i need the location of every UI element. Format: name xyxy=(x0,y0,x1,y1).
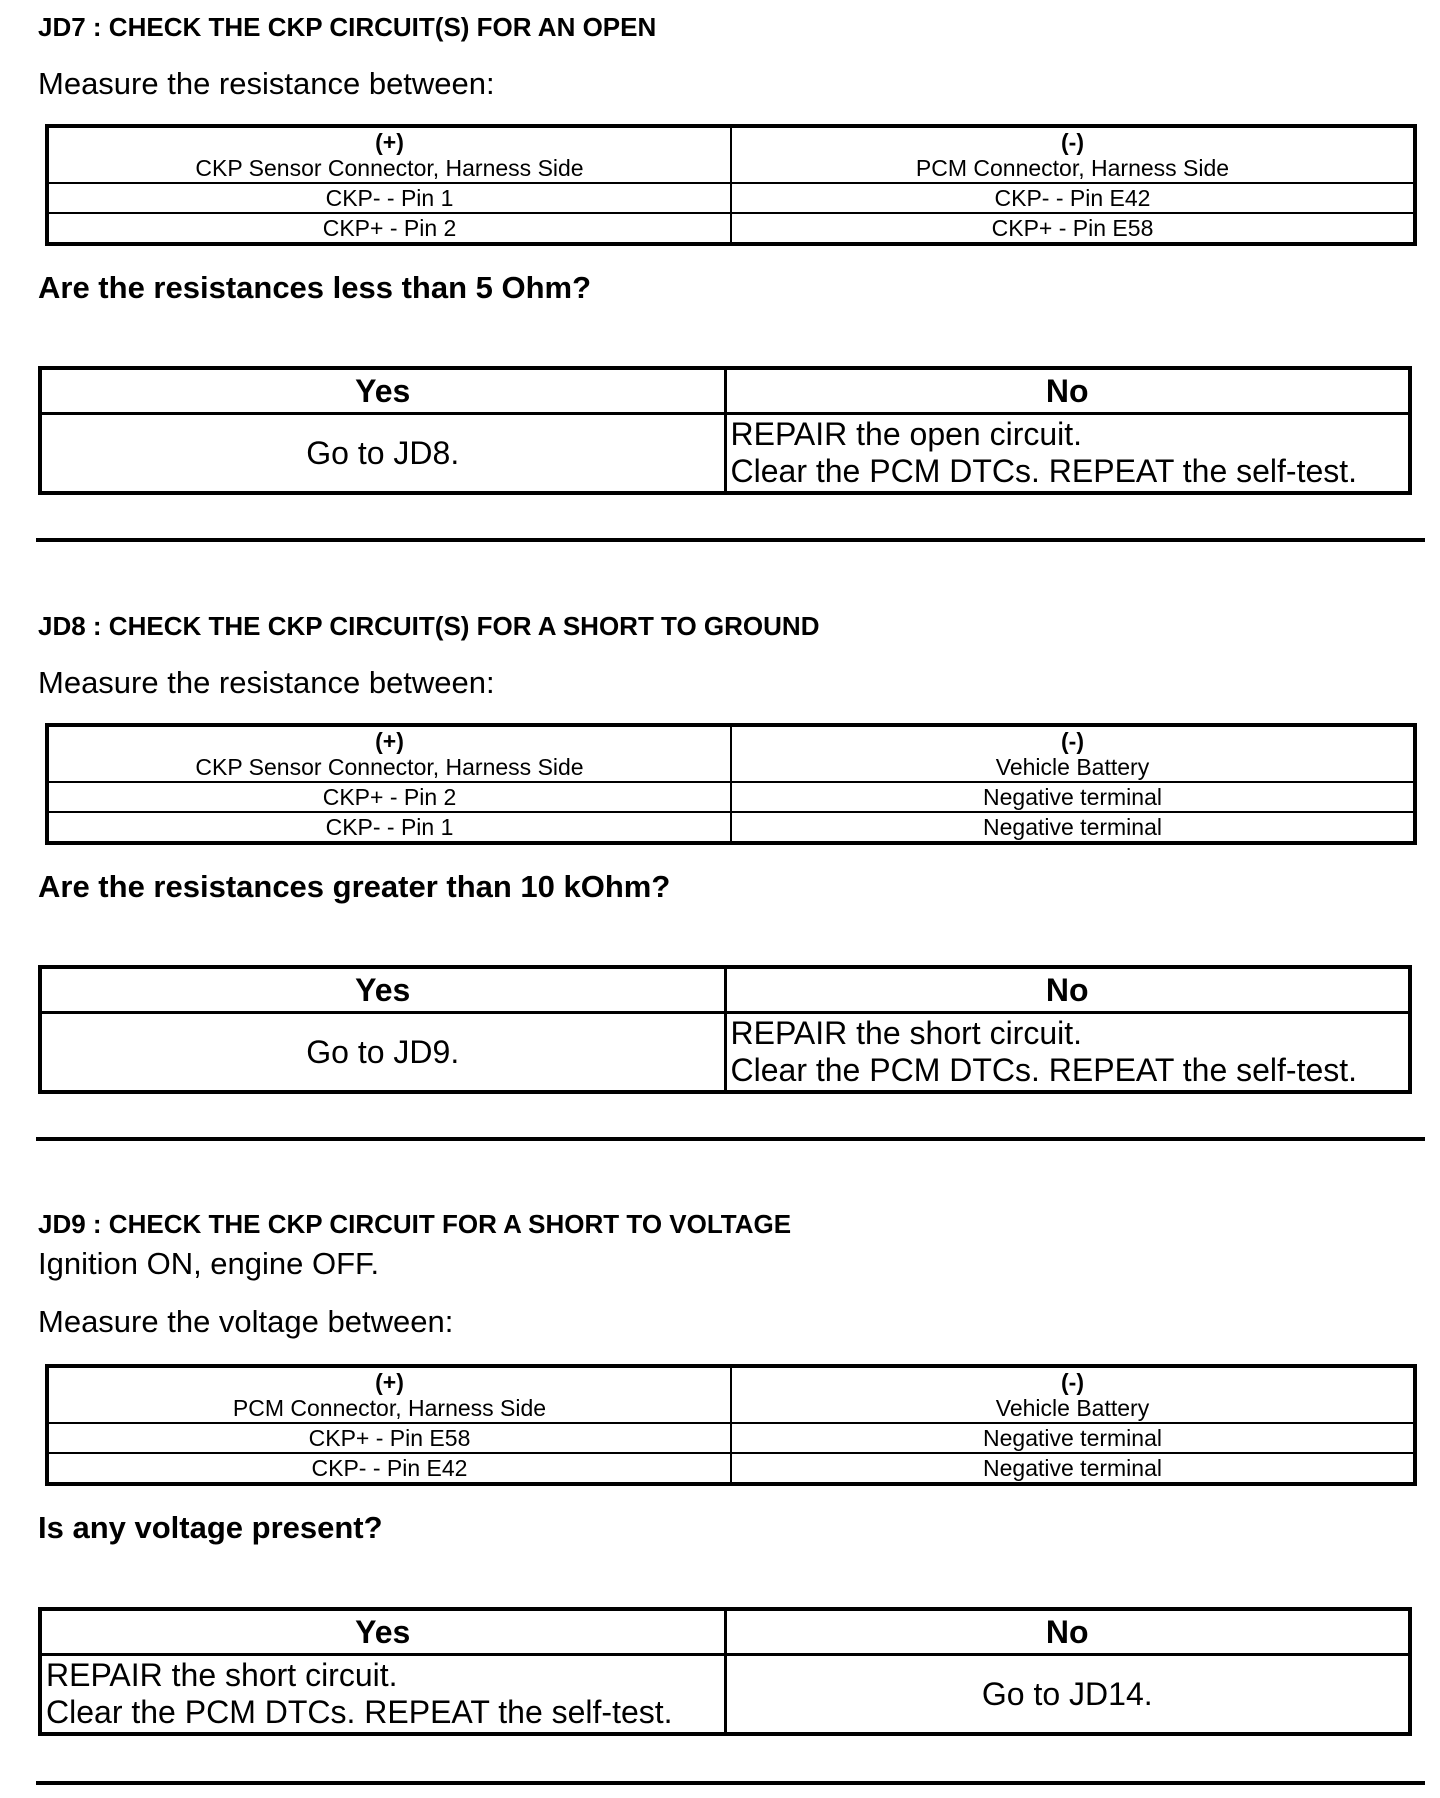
no-action-line: Clear the PCM DTCs. REPEAT the self-test. xyxy=(730,1052,1358,1088)
measurement-table xyxy=(45,1364,1417,1486)
no-action xyxy=(725,414,1410,494)
measure-cell-negative: CKP+ - Pin E58 xyxy=(731,213,1415,244)
section-title: JD7 : CHECK THE CKP CIRCUIT(S) FOR AN OPEN xyxy=(38,12,657,42)
no-action xyxy=(725,1013,1410,1093)
yes-action xyxy=(40,1655,725,1735)
answer-table xyxy=(38,965,1412,1094)
positive-header-label: PCM Connector, Harness Side xyxy=(232,1395,547,1421)
measure-cell-negative: Negative terminal xyxy=(731,1423,1415,1453)
step-text: Measure the voltage between: xyxy=(38,1304,454,1339)
measurement-table xyxy=(45,124,1417,246)
negative-header-label: Vehicle Battery xyxy=(995,1395,1150,1421)
no-action-line: Go to JD14. xyxy=(981,1675,1153,1712)
section-jd9 xyxy=(0,1197,1440,1797)
no-header: No xyxy=(725,1609,1410,1655)
no-header: No xyxy=(725,368,1410,414)
question-text: Are the resistances less than 5 Ohm? xyxy=(38,270,592,305)
section-divider xyxy=(36,1781,1425,1785)
measure-header-positive xyxy=(47,725,731,782)
measure-cell-positive: CKP- - Pin 1 xyxy=(47,812,731,843)
no-header: No xyxy=(725,967,1410,1013)
step-text: Ignition ON, engine OFF. xyxy=(38,1246,380,1281)
yes-action xyxy=(40,1013,725,1093)
answer-table xyxy=(38,366,1412,495)
section-jd8 xyxy=(0,599,1440,1199)
negative-sign: (-) xyxy=(1061,1369,1084,1395)
no-action-line: REPAIR the open circuit. xyxy=(730,416,1083,452)
yes-action-line: Clear the PCM DTCs. REPEAT the self-test. xyxy=(46,1694,673,1730)
positive-sign: (+) xyxy=(375,129,404,155)
measure-cell-negative: Negative terminal xyxy=(731,812,1415,843)
measurement-table xyxy=(45,723,1417,845)
measure-cell-positive: CKP+ - Pin 2 xyxy=(47,782,731,812)
question-text: Are the resistances greater than 10 kOhm? xyxy=(38,869,671,904)
measure-cell-negative: Negative terminal xyxy=(731,782,1415,812)
negative-header-label: PCM Connector, Harness Side xyxy=(915,155,1230,181)
measure-header-positive xyxy=(47,1366,731,1423)
yes-header: Yes xyxy=(40,967,725,1013)
measure-header-negative xyxy=(731,126,1415,183)
measure-header-negative xyxy=(731,1366,1415,1423)
section-jd7 xyxy=(0,0,1440,600)
section-title: JD9 : CHECK THE CKP CIRCUIT FOR A SHORT TO VOLTAGE xyxy=(38,1209,792,1239)
yes-action-line: Go to JD8. xyxy=(306,434,460,471)
measure-cell-positive: CKP+ - Pin 2 xyxy=(47,213,731,244)
answer-table xyxy=(38,1607,1412,1736)
yes-action-line: Go to JD9. xyxy=(306,1033,460,1070)
section-divider xyxy=(36,1137,1425,1141)
measure-cell-positive: CKP- - Pin 1 xyxy=(47,183,731,213)
negative-sign: (-) xyxy=(1061,728,1084,754)
question-text: Is any voltage present? xyxy=(38,1510,383,1545)
step-text: Measure the resistance between: xyxy=(38,66,495,101)
negative-header-label: Vehicle Battery xyxy=(995,754,1150,780)
yes-action xyxy=(40,414,725,494)
step-text: Measure the resistance between: xyxy=(38,665,495,700)
yes-action-line: REPAIR the short circuit. xyxy=(46,1657,398,1693)
positive-sign: (+) xyxy=(375,728,404,754)
section-title: JD8 : CHECK THE CKP CIRCUIT(S) FOR A SHORT TO GROUND xyxy=(38,611,820,641)
measure-cell-negative: CKP- - Pin E42 xyxy=(731,183,1415,213)
measure-cell-positive: CKP- - Pin E42 xyxy=(47,1453,731,1484)
positive-sign: (+) xyxy=(375,1369,404,1395)
no-action xyxy=(725,1655,1410,1735)
yes-header: Yes xyxy=(40,1609,725,1655)
no-action-line: Clear the PCM DTCs. REPEAT the self-test. xyxy=(730,453,1358,489)
measure-header-negative xyxy=(731,725,1415,782)
positive-header-label: CKP Sensor Connector, Harness Side xyxy=(195,155,584,181)
no-action-line: REPAIR the short circuit. xyxy=(730,1015,1083,1051)
yes-header: Yes xyxy=(40,368,725,414)
measure-cell-negative: Negative terminal xyxy=(731,1453,1415,1484)
negative-sign: (-) xyxy=(1061,129,1084,155)
positive-header-label: CKP Sensor Connector, Harness Side xyxy=(195,754,584,780)
measure-cell-positive: CKP+ - Pin E58 xyxy=(47,1423,731,1453)
section-divider xyxy=(36,538,1425,542)
measure-header-positive xyxy=(47,126,731,183)
